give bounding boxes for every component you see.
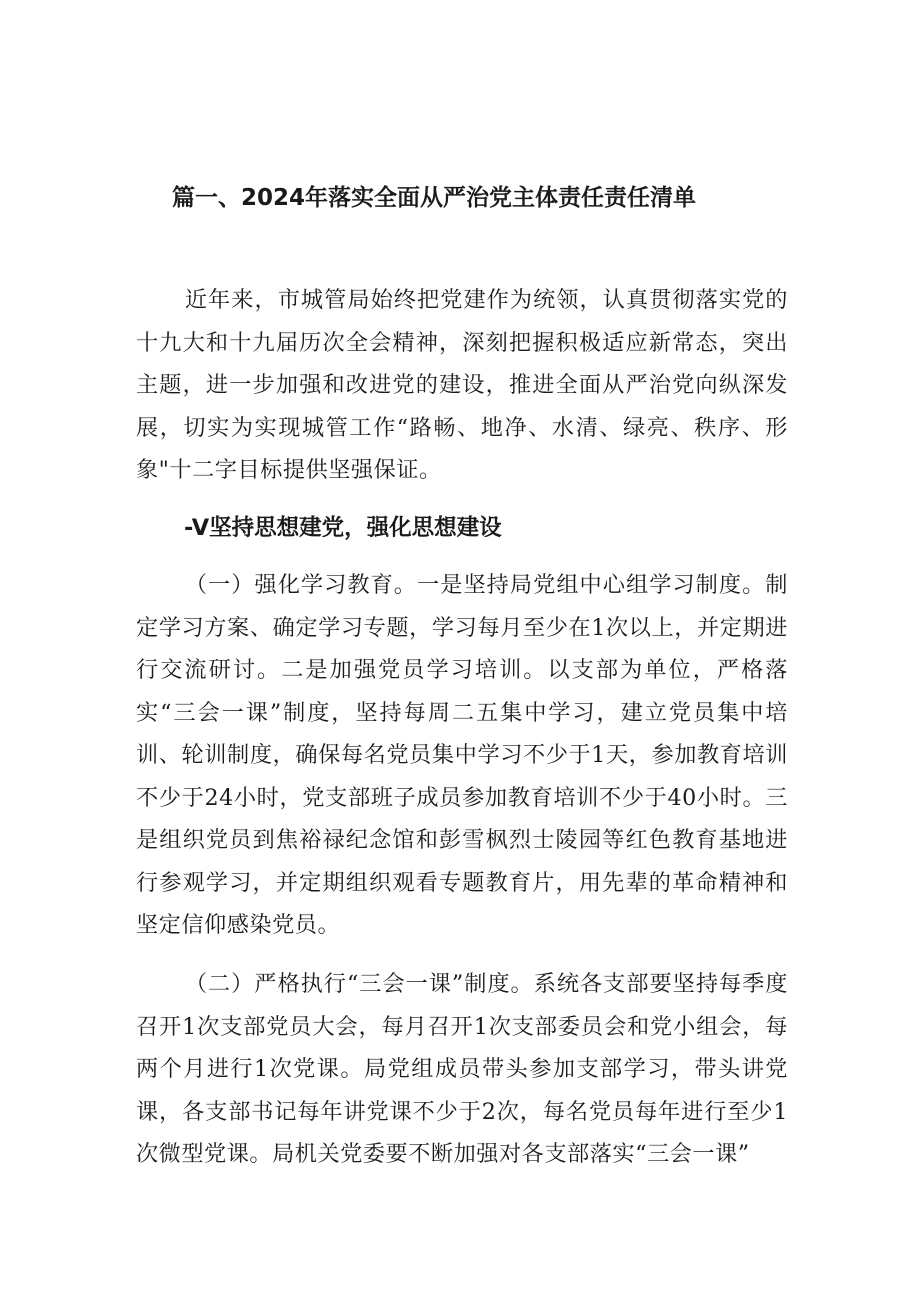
section-heading: -V坚持思想建党，强化思想建设 [184,515,502,541]
intro-paragraph: 近年来，市城管局始终把党建作为统领，认真贯彻落实党的十九大和十九届历次全会精神，深刻把握积极适应新常态，突出主题，进一步加强和改进党的建设，推进全面从严治党向纵深发展，切实为实现城管工作“路畅、地净、水清、绿亮、秩序、形象"十二字目标提供坚强保证。 [136,287,788,483]
item-2-paragraph: （二）严格执行“三会一课”制度。系统各支部要坚持每季度召开1次支部党员大会，每月召开1次支部委员会和党小组会，每两个月进行1次党课。局党组成员带头参加支部学习，带头讲党课，各支部书记每年讲党课不少于2次，每名党员每年进行至少1次微型党课。局机关党委要不断加强对各支部落实“三会一课” [136,971,788,1167]
document-title: 篇一、2024年落实全面从严治党主体责任责任清单 [172,185,697,211]
item-1-paragraph: （一）强化学习教育。一是坚持局党组中心组学习制度。制定学习方案、确定学习专题，学习每月至少在1次以上，并定期进行交流研讨。二是加强党员学习培训。以支部为单位，严格落实“三会一课”制度，坚持每周二五集中学习，建立党员集中培训、轮训制度，确保每名党员集中学习不少于1天，参加教育培训不少于24小时，党支部班子成员参加教育培训不少于40小时。三是组织党员到焦裕禄纪念馆和彭雪枫烈士陵园等红色教育基地进行参观学习，并定期组织观看专题教育片，用先辈的革命精神和坚定信仰感染党员。 [136,572,788,938]
